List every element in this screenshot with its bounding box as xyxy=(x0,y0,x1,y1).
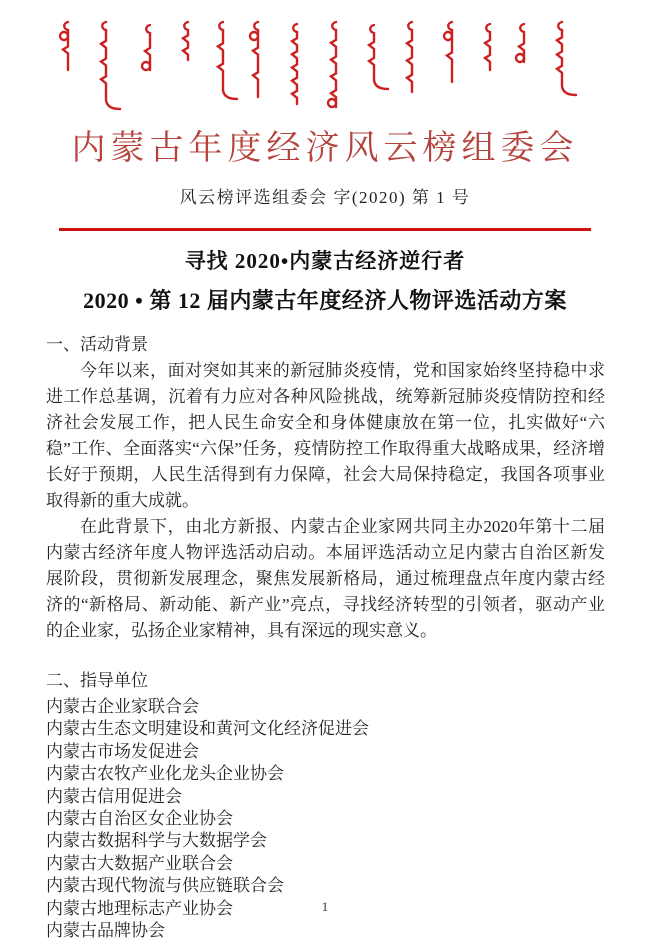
org-list-item: 内蒙古数据科学与大数据学会 xyxy=(46,831,267,851)
red-divider-line xyxy=(59,228,591,231)
org-list-item: 内蒙古企业家联合会 xyxy=(46,697,199,716)
org-list-item: 内蒙古大数据产业联合会 xyxy=(46,853,233,873)
org-list-item: 内蒙古信用促进会 xyxy=(46,786,182,806)
page-number: 1 xyxy=(321,899,329,914)
org-list-item: 内蒙古品牌协会 xyxy=(46,921,165,941)
org-list-item: 内蒙古自治区女企业协会 xyxy=(46,809,233,829)
document-number: 风云榜评选组委会 字(2020) 第 1 号 xyxy=(179,188,471,207)
org-list-item: 内蒙古现代物流与供应链联合会 xyxy=(46,876,284,896)
org-list-item: 内蒙古生态文明建设和黄河文化经济促进会 xyxy=(46,719,369,739)
section-heading: 二、指导单位 xyxy=(46,671,148,690)
org-list-item: 内蒙古地理标志产业协会 xyxy=(46,898,233,918)
document-title-line1: 寻找 2020•内蒙古经济逆行者 xyxy=(184,249,466,273)
org-list-item: 内蒙古市场发促进会 xyxy=(46,741,199,761)
section-heading: 一、活动背景 xyxy=(46,335,148,354)
document-title-line2: 2020 • 第 12 届内蒙古年度经济人物评选活动方案 xyxy=(83,288,567,313)
body-paragraph: 在此背景下，由北方新报、内蒙古企业家网共同主办2020年第十二届内蒙古经济年度人物评选活动启动。本届评选活动立足内蒙古自治区新发展阶段，贯彻新发展理念，聚焦发展新格局，通过梳理盘点年度内蒙古经济的“新格局、新动能、新产业”亮点，寻找经济转型的引领者，驱动产业的企业家，弘扬企业家精神，具有深远的现实意义。 xyxy=(46,517,605,640)
org-list-item: 内蒙古农牧产业化龙头企业协会 xyxy=(46,764,284,784)
body-paragraph: 今年以来，面对突如其来的新冠肺炎疫情，党和国家始终坚持稳中求进工作总基调，沉着有力应对各种风险挑战，统筹新冠肺炎疫情防控和经济社会发展工作，把人民生命安全和身体健康放在第一位，扎实做好“六稳”工作、全面落实“六保”任务，疫情防控工作取得重大战略成果，经济增长好于预期，人民生活得到有力保障，社会大局保持稳定，我国各项事业取得新的重大成就。 xyxy=(46,361,605,510)
organization-title: 内蒙古年度经济风云榜组委会 xyxy=(71,130,579,167)
section-activity-background xyxy=(46,332,605,644)
mongolian-vertical-script-icon xyxy=(0,12,650,114)
document-body xyxy=(46,332,605,941)
